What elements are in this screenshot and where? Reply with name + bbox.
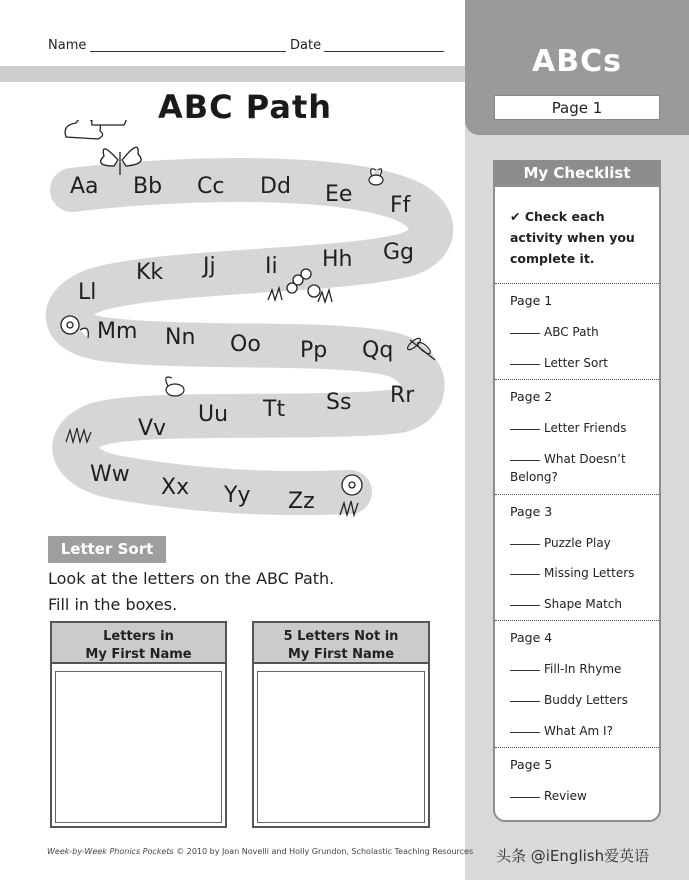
box2-writing-area[interactable] [257,671,425,823]
path-letter: Dd [260,174,291,199]
letters-in-name-box[interactable] [50,621,227,828]
checklist-page-label: Page 5 [510,757,553,772]
checklist-divider [495,494,659,495]
path-letter: Aa [70,174,99,199]
path-letter: Uu [198,402,229,427]
path-letter: Qq [362,338,394,363]
path-letter: Hh [322,247,353,272]
page-title: ABC Path [157,88,333,126]
checklist-item[interactable]: Buddy Letters [510,691,655,709]
checklist-item[interactable]: Letter Sort [510,354,655,372]
path-letter: Ww [90,462,130,487]
sidebar-title: ABCs [532,44,622,79]
path-letter: Ii [265,254,278,279]
name-line[interactable] [90,51,286,52]
path-letter: Ff [390,193,411,218]
cloud-icon [65,120,126,139]
letters-not-in-name-box[interactable] [252,621,430,828]
instruction-2: Fill in the boxes. [48,595,178,614]
header-band [0,66,465,82]
checklist-item[interactable]: What Am I? [510,722,655,740]
footer-credit: Week-by-Week Phonics Pockets © 2010 by Joan Novelli and Holly Grundon, Scholastic Teaching Resources [47,847,474,856]
bee-icon-2 [166,377,184,396]
path-letter: Xx [161,475,190,500]
letter-sort-tab: Letter Sort [48,536,166,563]
path-letter: Ll [78,280,97,305]
path-letter: Cc [197,174,225,199]
checklist-page-label: Page 3 [510,504,553,519]
path-letter: Rr [390,383,415,408]
box2-header: 5 Letters Not in My First Name [254,623,428,664]
checklist-item[interactable]: Fill-In Rhyme [510,660,655,678]
checklist-item[interactable]: Review [510,787,655,805]
checklist-item[interactable]: Shape Match [510,595,655,613]
checklist-title: My Checklist [493,160,661,187]
path-letter: Oo [230,332,261,357]
checklist-intro: ✔ Check each activity when you complete it. [510,209,635,266]
path-letter: Mm [97,319,138,344]
date-line[interactable] [324,51,444,52]
path-letter: Ss [326,390,352,415]
watermark: 头条 @iEnglish爱英语 [496,847,650,865]
instruction-1: Look at the letters on the ABC Path. [48,569,335,588]
path-letter: Yy [224,483,251,508]
path-letter: Zz [288,489,315,514]
checklist-item[interactable]: Letter Friends [510,419,655,437]
checklist-divider [495,283,659,284]
path-letter: Gg [383,240,415,265]
checklist-divider [495,379,659,380]
path-letter: Tt [263,397,286,422]
path-letter: Bb [133,174,163,199]
checklist-item[interactable]: Missing Letters [510,564,650,582]
checklist-page-label: Page 2 [510,389,553,404]
box1-writing-area[interactable] [55,671,222,823]
path-letter: Vv [138,416,167,441]
path-letter: Ee [325,182,353,207]
checklist-page-label: Page 1 [510,293,553,308]
path-letter: Jj [203,254,216,279]
name-label: Name [48,38,87,53]
checklist-page-label: Page 4 [510,630,553,645]
checklist-divider [495,620,659,621]
box1-header: Letters in My First Name [52,623,225,664]
path-letter: Nn [165,325,196,350]
page-tag: Page 1 [494,95,660,120]
date-label: Date [290,38,322,53]
checklist-item[interactable]: What Doesn’t Belong? [510,452,626,484]
checklist-divider [495,747,659,748]
checklist-item[interactable]: ABC Path [510,323,655,341]
checklist-item[interactable]: Puzzle Play [510,534,655,552]
path-letter: Pp [300,338,328,363]
path-letter: Kk [136,260,164,285]
